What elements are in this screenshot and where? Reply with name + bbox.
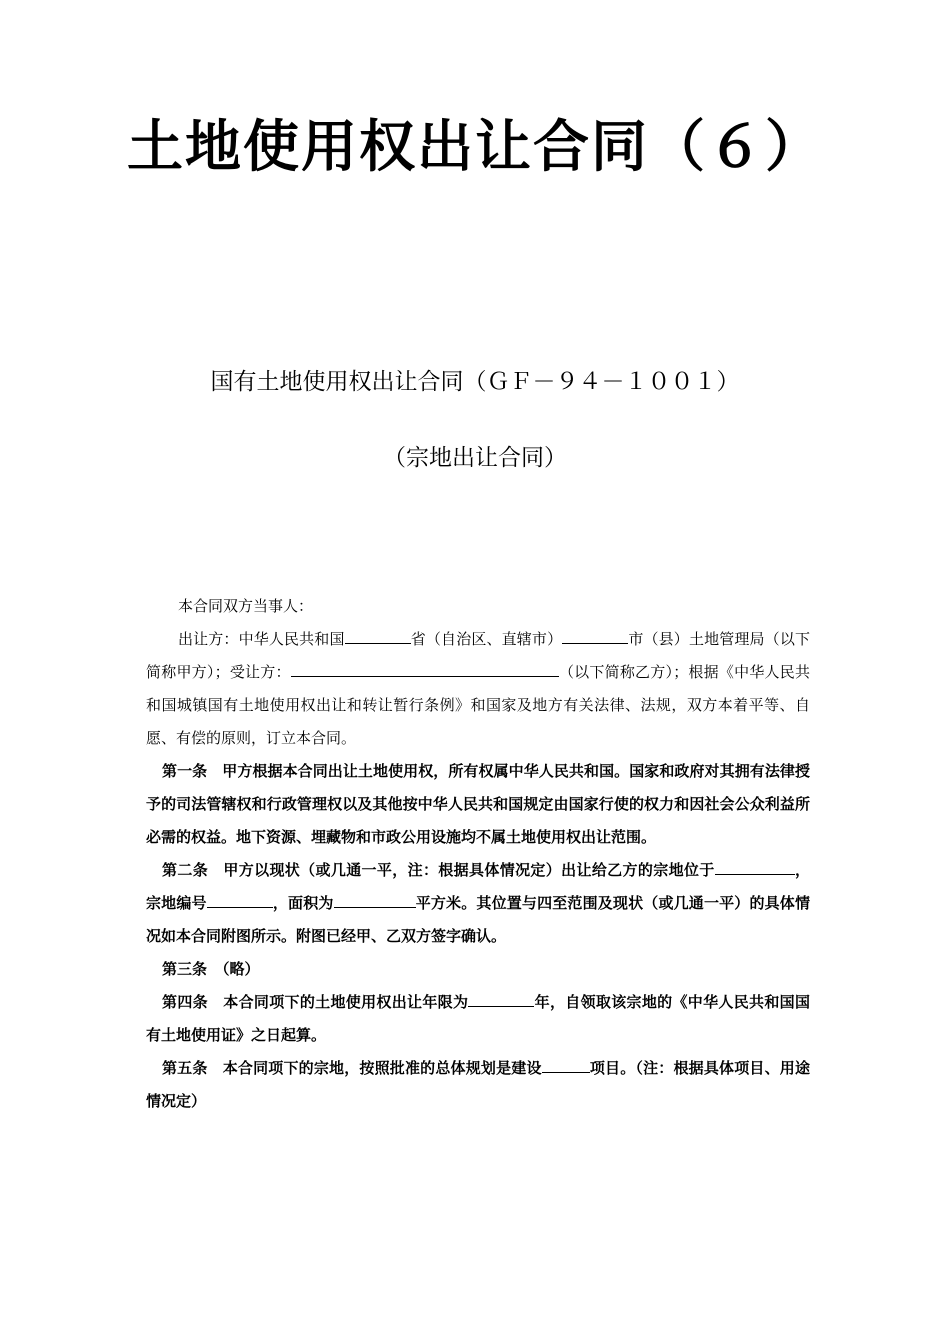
article-4: [146, 986, 810, 1052]
province-blank[interactable]: [345, 623, 411, 644]
page-title: 土地使用权出让合同（６）: [127, 115, 823, 180]
article-2-text-c: ，面积为: [272, 894, 334, 912]
transferee-blank[interactable]: [291, 656, 559, 677]
article-4-text-a: 第四条 本合同项下的土地使用权出让年限为: [162, 993, 469, 1011]
term-years-blank[interactable]: [468, 986, 534, 1007]
article-5: [146, 1052, 810, 1118]
article-3: 第三条 （略）: [162, 960, 260, 978]
parcel-number-blank[interactable]: [207, 887, 273, 908]
project-blank[interactable]: [542, 1052, 590, 1073]
transferor-text-d: （以下简称乙方）；根据《中华人民共和国城镇国有土地使用权出让和转让暂行条例》和国家及地方有关法律、法规，双方本着平等、自愿、有偿的原则，订立本合同。: [146, 663, 810, 747]
article-5-text-a: 第五条 本合同项下的宗地，按照批准的总体规划是建设: [162, 1059, 542, 1077]
contract-subtitle: 国有土地使用权出让合同（ＧＦ－９４－１００１）: [210, 369, 740, 395]
article-2-text-b: ，宗地编号: [146, 861, 810, 912]
location-blank[interactable]: [715, 854, 795, 875]
article-2: [146, 854, 810, 953]
article-5-text-b: 项目。（注：根据具体项目、用途情况定）: [146, 1059, 810, 1110]
transferor-text-b: 省（自治区、直辖市）: [410, 630, 563, 648]
parties-label: 本合同双方当事人：: [178, 597, 314, 615]
transferor-text-c: 市（县）土地管理局（以下简称甲方）；受让方：: [146, 630, 810, 681]
area-blank[interactable]: [334, 887, 416, 908]
contract-body: [146, 590, 810, 1118]
contract-type-subtitle: （宗地出让合同）: [383, 445, 567, 471]
article-2-text-a: 第二条 甲方以现状（或几通一平，注：根据具体情况定）出让给乙方的宗地位于: [162, 861, 715, 879]
article-1: 第一条 甲方根据本合同出让土地使用权，所有权属中华人民共和国。国家和政府对其拥有法律授予的司法管辖权和行政管理权以及其他按中华人民共和国规定由国家行使的权力和因社会公众利益所必需的权益。地下资源、埋藏物和市政公用设施均不属土地使用权出让范围。: [146, 762, 810, 846]
article-4-text-b: 年，自领取该宗地的《中华人民共和国国有土地使用证》之日起算。: [146, 993, 810, 1044]
city-blank[interactable]: [562, 623, 628, 644]
parties-paragraph: [146, 623, 810, 755]
article-2-text-d: 平方米。其位置与四至范围及现状（或几通一平）的具体情况如本合同附图所示。附图已经甲、乙双方签字确认。: [146, 894, 810, 945]
transferor-text-a: 出让方：中华人民共和国: [178, 630, 345, 648]
